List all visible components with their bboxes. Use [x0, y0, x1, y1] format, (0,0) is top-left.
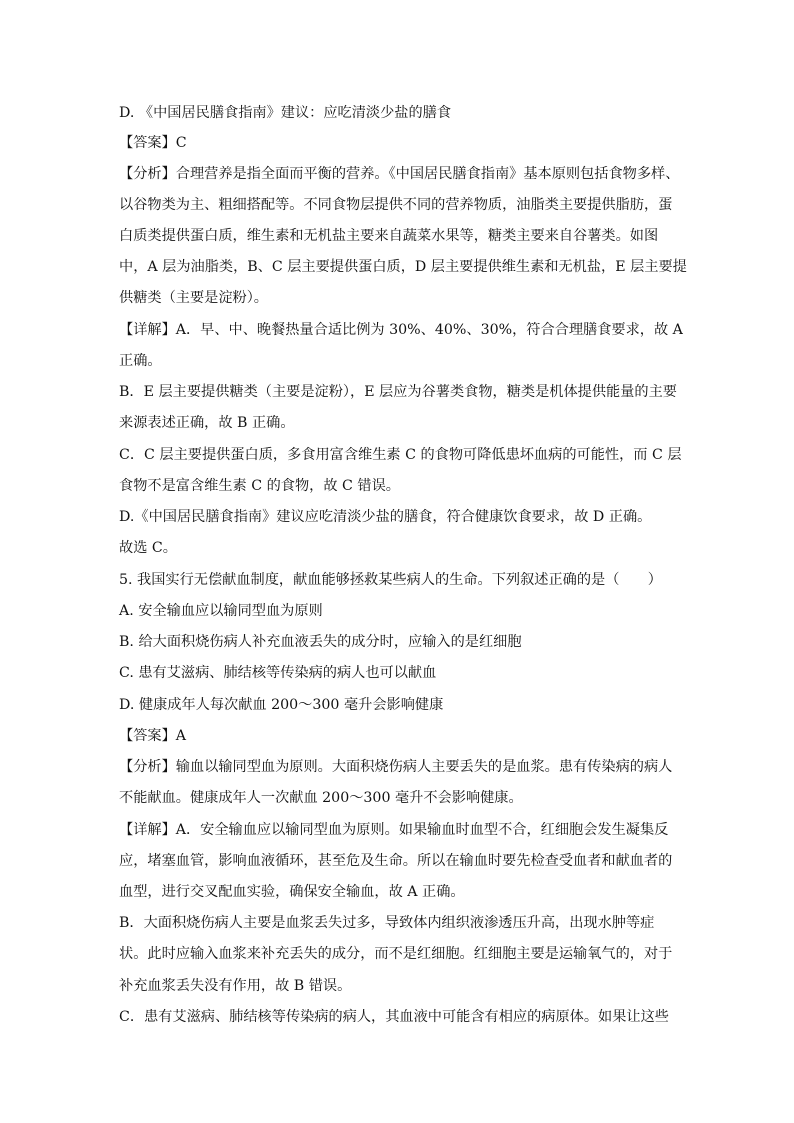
analysis-line: 不能献血。健康成年人一次献血 200～300 毫升不会影响健康。 [119, 790, 523, 806]
analysis-line: 供糖类（主要是淀粉）。 [119, 290, 268, 306]
explanation-line: 【详解】A．早、中、晚餐热量合适比例为 30%、40%、30%，符合合理膳食要求，故 A [119, 322, 683, 338]
question-5-option-b: B. 给大面积烧伤病人补充血液丢失的成分时，应输入的是红细胞 [119, 634, 522, 650]
question-5-option-c: C. 患有艾滋病、肺结核等传染病的病人也可以献血 [119, 665, 437, 681]
explanation-line: C．C 层主要提供蛋白质，多食用富含维生素 C 的食物可降低患坏血病的可能性，而 C 层 [119, 447, 682, 463]
answer-line: 【答案】A [119, 728, 186, 744]
explanation-line: 血型，进行交叉配血实验，确保安全输血，故 A 正确。 [119, 884, 465, 900]
analysis-line: 以谷物类为主、粗细搭配等。不同食物层提供不同的营养物质，油脂类主要提供脂肪，蛋 [119, 197, 673, 213]
option-d-line: D. 《中国居民膳食指南》建议：应吃清淡少盐的膳食 [119, 105, 452, 121]
explanation-line: 正确。 [119, 353, 162, 369]
explanation-line: B．E 层主要提供糖类（主要是淀粉），E 层应为谷薯类食物，糖类是机体提供能量的主要 [119, 384, 677, 400]
explanation-line: 食物不是富含维生素 C 的食物，故 C 错误。 [119, 478, 400, 494]
explanation-line: C．患有艾滋病、肺结核等传染病的病人，其血液中可能含有相应的病原体。如果让这些 [119, 1009, 669, 1025]
question-5-option-d: D. 健康成年人每次献血 200～300 毫升会影响健康 [119, 697, 444, 713]
explanation-line: D.《中国居民膳食指南》建议应吃清淡少盐的膳食，符合健康饮食要求，故 D 正确。 [119, 509, 652, 525]
explanation-line: 状。此时应输入血浆来补充丢失的成分，而不是红细胞。红细胞主要是运输氧气的，对于 [119, 946, 673, 962]
explanation-line: 来源表述正确，故 B 正确。 [119, 415, 295, 431]
explanation-line: 【详解】A．安全输血应以输同型血为原则。如果输血时血型不合，红细胞会发生凝集反 [119, 822, 669, 838]
conclusion-line: 故选 C。 [119, 540, 177, 556]
analysis-line: 【分析】输血以输同型血为原则。大面积烧伤病人主要丢失的是血浆。患有传染病的病人 [119, 759, 673, 775]
analysis-line: 中，A 层为油脂类，B、C 层主要提供蛋白质，D 层主要提供维生素和无机盐，E 层主要提 [119, 259, 687, 275]
explanation-line: 应，堵塞血管，影响血液循环，甚至危及生命。所以在输血时要先检查受血者和献血者的 [119, 853, 673, 869]
analysis-line: 白质类提供蛋白质，维生素和无机盐主要来自蔬菜水果等，糖类主要来自谷薯类。如图 [119, 228, 659, 244]
explanation-line: B．大面积烧伤病人主要是血浆丢失过多，导致体内组织液渗透压升高，出现水肿等症 [119, 915, 655, 931]
question-5-stem: 5. 我国实行无偿献血制度，献血能够拯救某些病人的生命。下列叙述正确的是（ ） [119, 572, 662, 588]
explanation-line: 补充血浆丢失没有作用，故 B 错误。 [119, 978, 352, 994]
answer-line: 【答案】C [119, 135, 187, 151]
question-5-option-a: A. 安全输血应以输同型血为原则 [119, 603, 323, 619]
analysis-line: 【分析】合理营养是指全面而平衡的营养。《中国居民膳食指南》基本原则包括食物多样、 [119, 166, 680, 182]
